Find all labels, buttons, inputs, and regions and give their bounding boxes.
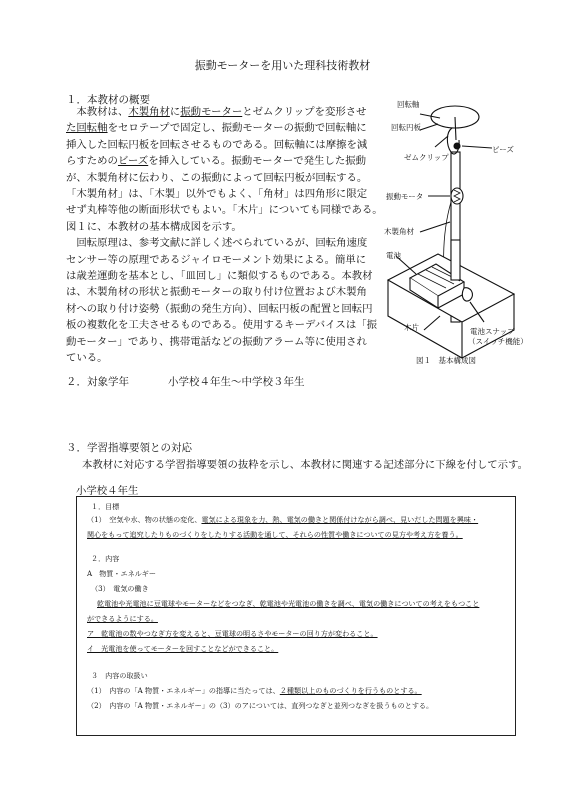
box-category: A 物質・エネルギー <box>87 569 156 578</box>
box-goal-text-a: （1） 空気や水、物の状態の変化、 <box>87 515 202 524</box>
section1-line <box>66 334 384 350</box>
grade-label: 小学校４年生 <box>76 485 139 497</box>
section1-line <box>66 301 384 317</box>
target-grades: 小学校４年生〜中学校３年生 <box>168 376 305 388</box>
line-text: が、木製角材に伝わり、この振動によって回転円板が回転する。 <box>66 171 368 184</box>
line-text: 動モーター」であり、携帯電話などの振動アラーム等に使用され <box>66 335 367 348</box>
box-content-heading: ２．内容 <box>91 554 120 563</box>
line-text: 挿入した回転円板を回転させるものである。回転軸には摩擦を減 <box>66 138 368 151</box>
shaft-shape <box>455 117 456 140</box>
line-text: らすための <box>66 155 118 168</box>
section2-heading: ２．対象学年 <box>66 376 129 388</box>
box-handling-1 <box>87 686 422 696</box>
underlined-term: た回転軸 <box>66 122 108 135</box>
label-motor: 振動モータ <box>386 192 424 201</box>
label-wood-block: 木片 <box>404 323 419 332</box>
section1-line <box>66 317 384 333</box>
label-snap: 電池スナップ <box>470 327 515 336</box>
label-shaft: 回転軸 <box>397 100 420 109</box>
section3-intro: 本教材に対応する学習指導要領の抜粋を示し、本教材に関連する記述部分に下線を付して示す。 <box>82 459 528 471</box>
box-goal-text-b: 電気による現象を力、熱、電気の働きと関係付けながら調べ、見いだした問題を興味・ <box>201 515 479 524</box>
bead-shape <box>454 143 460 149</box>
line-text: センサー等の原理であるジャイロモーメント効果による。簡単に <box>66 253 367 266</box>
label-battery: 電池 <box>386 251 401 260</box>
box-item-a: ア 乾電池の数やつなぎ方を変えると、豆電球の明るさやモーターの回り方が変わること。 <box>87 629 378 638</box>
section1-line <box>66 350 384 366</box>
label-clip: ゼムクリップ <box>404 153 449 162</box>
label-snap-sub: （スイッチ機能） <box>468 337 528 346</box>
section1-line <box>66 235 384 251</box>
line-text: を挿入している。振動モーターで発生した振動 <box>148 155 366 168</box>
box-goal-heading: １．目標 <box>91 502 120 511</box>
box-topic: （3） 電気の働き <box>91 584 149 593</box>
line-text: は、木製角材の形状と振動モーターの取り付け位置および木製角 <box>66 286 367 299</box>
clip-shape <box>447 128 459 154</box>
figure-1-diagram <box>380 90 528 380</box>
section3-heading: ３．学習指導要領との対応 <box>66 442 192 454</box>
line-text: 図１に、本教材の基本構成図を示す。 <box>66 220 242 233</box>
box-handling-2: （2） 内容の「A 物質・エネルギー」の（3）のアについては、直列つなぎと並列つなぎを扱うものとする。 <box>87 701 434 710</box>
section1-line <box>66 104 384 120</box>
section1-line <box>66 202 384 218</box>
line-text: ている。 <box>66 352 108 365</box>
section1-line <box>66 153 384 169</box>
box-handling-1-b: ２種類以上のものづくりを行うものとする。 <box>279 686 422 695</box>
line-text: 本教材は、 <box>66 106 129 118</box>
label-wood-bar: 木製角材 <box>384 227 414 236</box>
line-text: をセロテープで固定し、振動モーターの振動で回転軸に <box>107 122 367 135</box>
section1-line <box>66 170 384 186</box>
line-text: とゼムクリップを変形させ <box>242 106 367 118</box>
underlined-term: 振動モーター <box>180 106 243 118</box>
line-text: 板の複数化を工夫させるものである。使用するキーデバイスは「振 <box>66 319 377 332</box>
label-beads: ビーズ <box>492 145 514 154</box>
box-goal-line1 <box>87 515 478 525</box>
section1-line <box>66 284 384 300</box>
section1-line <box>66 137 384 153</box>
line-text: 材への取り付け姿勢（振動の発生方向）、回転円板の配置と回転円 <box>66 302 373 315</box>
line-text: は歳差運動を基本とし、「皿回し」に類似するものである。本教材 <box>66 270 373 283</box>
section1-body <box>66 104 384 367</box>
label-disk: 回転円板 <box>391 123 421 132</box>
section1-line <box>66 120 384 136</box>
section1-line <box>66 186 384 202</box>
section1-line <box>66 252 384 268</box>
line-text: 回転原理は、参考文献に詳しく述べられているが、回転角速度 <box>66 237 368 250</box>
box-goal-line2: 関心をもって追究したりものづくりをしたりする活動を通して、それらの性質や働きについての見方や考え方を養う。 <box>87 530 463 539</box>
underlined-term: 木製角材 <box>128 106 170 118</box>
section1-line <box>66 268 384 284</box>
section1-heading: １．本教材の概要 <box>66 94 150 106</box>
line-text: 「木製角材」は、「木製」以外でもよく、「角材」は四角形に限定 <box>66 188 368 201</box>
underlined-term: ビーズ <box>117 155 149 168</box>
section1-line <box>66 219 384 235</box>
box-item-i: イ 光電池を使ってモーターを回すことなどができること。 <box>87 644 279 653</box>
box-topic-line1: 乾電池や光電池に豆電球やモーターなどをつなぎ、乾電池や光電池の働きを調べ、電気の働きについての考えをもつこと <box>97 599 480 608</box>
line-text: に <box>169 106 181 118</box>
line-text: せず丸棒等他の断面形状でもよい。「木片」についても同様である。 <box>66 204 383 217</box>
box-topic-line2: ができるようにする。 <box>87 614 158 623</box>
document-title: 振動モーターを用いた理科技術教材 <box>194 59 371 72</box>
motor-shape <box>451 188 463 204</box>
curriculum-excerpt-box <box>76 496 516 736</box>
box-handling-heading: ３ 内容の取扱い <box>91 671 148 680</box>
box-handling-1-a: （1） 内容の「A 物質・エネルギー」の指導に当たっては、 <box>87 686 280 695</box>
figure-caption: 図１ 基本構成図 <box>416 356 476 365</box>
